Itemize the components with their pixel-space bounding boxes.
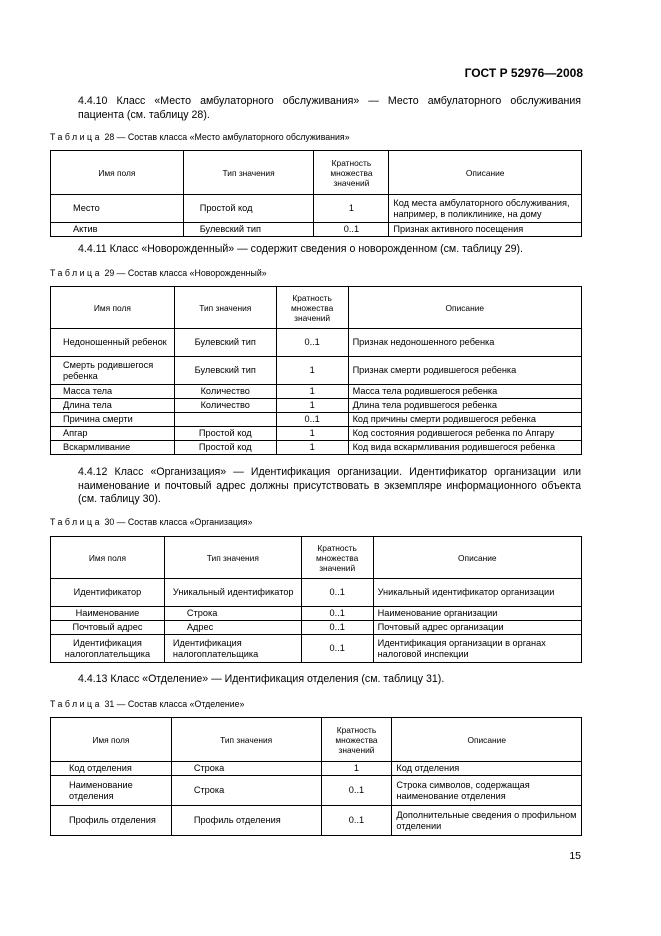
section-4-4-11: 4.4.11 Класс «Новорожденный» — содержит сведения о новорожденном (см. таблицу 29). xyxy=(78,243,523,255)
table-row xyxy=(51,621,582,635)
col-mult-header: Кратность множества значений xyxy=(301,537,373,579)
cell-type: Булевский тип xyxy=(183,223,314,237)
caption-word: Таблица xyxy=(50,517,102,527)
caption-text: 31 — Состав класса «Отделение» xyxy=(104,699,245,709)
cell-desc: Признак смерти родившегося ребенка xyxy=(348,357,581,385)
cell-desc: Признак активного посещения xyxy=(389,223,582,237)
cell-desc: Признак недоношенного ребенка xyxy=(348,329,581,357)
cell-mult: 0..1 xyxy=(301,635,373,663)
caption-word: Таблица xyxy=(50,268,102,278)
document-header: ГОСТ Р 52976—2008 xyxy=(464,66,583,80)
table-row xyxy=(51,579,582,607)
cell-name: Длина тела xyxy=(51,399,175,413)
caption-word: Таблица xyxy=(50,699,102,709)
cell-name: Профиль отделения xyxy=(51,806,172,836)
cell-name: Недоношенный ребенок xyxy=(51,329,175,357)
cell-desc: Код вида вскармливания родившегося ребенка xyxy=(348,441,581,455)
col-type-header: Тип значения xyxy=(174,287,276,329)
cell-desc: Код состояния родившегося ребенка по Апгару xyxy=(348,427,581,441)
section-4-4-10: 4.4.10 Класс «Место амбулаторного обслуживания» — Место амбулаторного обслуживания пациента (см. таблицу 28). xyxy=(78,95,581,121)
cell-name: Идентификатор xyxy=(51,579,165,607)
cell-mult: 0..1 xyxy=(301,579,373,607)
col-mult-header: Кратность множества значений xyxy=(321,718,392,762)
table-row xyxy=(51,399,582,413)
cell-type: Количество xyxy=(174,385,276,399)
table-29 xyxy=(50,286,582,455)
cell-name: Актив xyxy=(51,223,184,237)
section-4-4-13: 4.4.13 Класс «Отделение» — Идентификация отделения (см. таблицу 31). xyxy=(78,673,445,685)
table-row xyxy=(51,223,582,237)
col-name-header: Имя поля xyxy=(51,718,172,762)
table-row xyxy=(51,385,582,399)
cell-name: Наименование отделения xyxy=(51,776,172,806)
cell-type: Идентификация налогоплательщика xyxy=(164,635,301,663)
table-row xyxy=(51,195,582,223)
col-desc-header: Описание xyxy=(348,287,581,329)
table-row xyxy=(51,357,582,385)
cell-desc: Дополнительные сведения о профильном отделении xyxy=(392,806,582,836)
cell-type xyxy=(174,413,276,427)
cell-mult: 0..1 xyxy=(276,329,348,357)
cell-mult: 0..1 xyxy=(301,607,373,621)
page-number: 15 xyxy=(569,850,581,862)
col-type-header: Тип значения xyxy=(183,151,314,195)
cell-desc: Идентификация организации в органах налоговой инспекции xyxy=(373,635,581,663)
table-row xyxy=(51,413,582,427)
col-desc-header: Описание xyxy=(389,151,582,195)
cell-name: Апгар xyxy=(51,427,175,441)
col-desc-header: Описание xyxy=(392,718,582,762)
cell-desc: Код отделения xyxy=(392,762,582,776)
cell-name: Идентификация налогоплательщика xyxy=(51,635,165,663)
table-row xyxy=(51,806,582,836)
cell-desc: Наименование организации xyxy=(373,607,581,621)
col-mult-header: Кратность множества значений xyxy=(314,151,389,195)
col-mult-header: Кратность множества значений xyxy=(276,287,348,329)
col-name-header: Имя поля xyxy=(51,287,175,329)
table-29-caption xyxy=(50,268,267,279)
cell-desc: Длина тела родившегося ребенка xyxy=(348,399,581,413)
cell-desc: Почтовый адрес организации xyxy=(373,621,581,635)
cell-mult: 0..1 xyxy=(301,621,373,635)
cell-desc: Код причины смерти родившегося ребенка xyxy=(348,413,581,427)
table-row xyxy=(51,427,582,441)
cell-type: Строка xyxy=(164,607,301,621)
cell-name: Место xyxy=(51,195,184,223)
cell-type: Булевский тип xyxy=(174,329,276,357)
cell-desc: Масса тела родившегося ребенка xyxy=(348,385,581,399)
caption-text: 28 — Состав класса «Место амбулаторного обслуживания» xyxy=(104,132,350,142)
cell-name: Причина смерти xyxy=(51,413,175,427)
cell-name: Масса тела xyxy=(51,385,175,399)
cell-mult: 0..1 xyxy=(314,223,389,237)
table-28-caption xyxy=(50,132,350,143)
cell-type: Простой код xyxy=(183,195,314,223)
cell-type: Количество xyxy=(174,399,276,413)
table-30 xyxy=(50,536,582,663)
table-row xyxy=(51,635,582,663)
table-30-caption xyxy=(50,517,252,528)
col-desc-header: Описание xyxy=(373,537,581,579)
table-31-caption xyxy=(50,699,244,710)
cell-type: Простой код xyxy=(174,441,276,455)
cell-mult: 0..1 xyxy=(321,806,392,836)
table-row xyxy=(51,329,582,357)
table-row xyxy=(51,776,582,806)
caption-text: 30 — Состав класса «Организация» xyxy=(104,517,253,527)
cell-mult: 1 xyxy=(314,195,389,223)
caption-text: 29 — Состав класса «Новорожденный» xyxy=(104,268,267,278)
cell-name: Вскармливание xyxy=(51,441,175,455)
cell-mult: 1 xyxy=(276,385,348,399)
cell-desc: Строка символов, содержащая наименование отделения xyxy=(392,776,582,806)
col-type-header: Тип значения xyxy=(164,537,301,579)
cell-mult: 1 xyxy=(276,441,348,455)
table-row xyxy=(51,762,582,776)
cell-name: Смерть родившегося ребенка xyxy=(51,357,175,385)
cell-mult: 0..1 xyxy=(321,776,392,806)
cell-mult: 1 xyxy=(321,762,392,776)
table-row xyxy=(51,441,582,455)
cell-name: Код отделения xyxy=(51,762,172,776)
cell-desc: Уникальный идентификатор организации xyxy=(373,579,581,607)
col-name-header: Имя поля xyxy=(51,151,184,195)
section-4-4-12: 4.4.12 Класс «Организация» — Идентификация организации. Идентификатор организации или наименование и почтовый адрес должны присутствовать в экземпляре информационного объекта (см. таблицу 30). xyxy=(78,466,581,505)
cell-mult: 0..1 xyxy=(276,413,348,427)
cell-mult: 1 xyxy=(276,427,348,441)
cell-type: Строка xyxy=(171,762,321,776)
cell-desc: Код места амбулаторного обслуживания, например, в поликлинике, на дому xyxy=(389,195,582,223)
cell-name: Почтовый адрес xyxy=(51,621,165,635)
cell-type: Простой код xyxy=(174,427,276,441)
cell-type: Адрес xyxy=(164,621,301,635)
table-row xyxy=(51,607,582,621)
col-type-header: Тип значения xyxy=(171,718,321,762)
cell-mult: 1 xyxy=(276,399,348,413)
cell-type: Профиль отделения xyxy=(171,806,321,836)
cell-type: Строка xyxy=(171,776,321,806)
table-31 xyxy=(50,717,582,836)
cell-type: Булевский тип xyxy=(174,357,276,385)
caption-word: Таблица xyxy=(50,132,102,142)
col-name-header: Имя поля xyxy=(51,537,165,579)
cell-name: Наименование xyxy=(51,607,165,621)
cell-mult: 1 xyxy=(276,357,348,385)
table-28 xyxy=(50,150,582,237)
cell-type: Уникальный идентификатор xyxy=(164,579,301,607)
